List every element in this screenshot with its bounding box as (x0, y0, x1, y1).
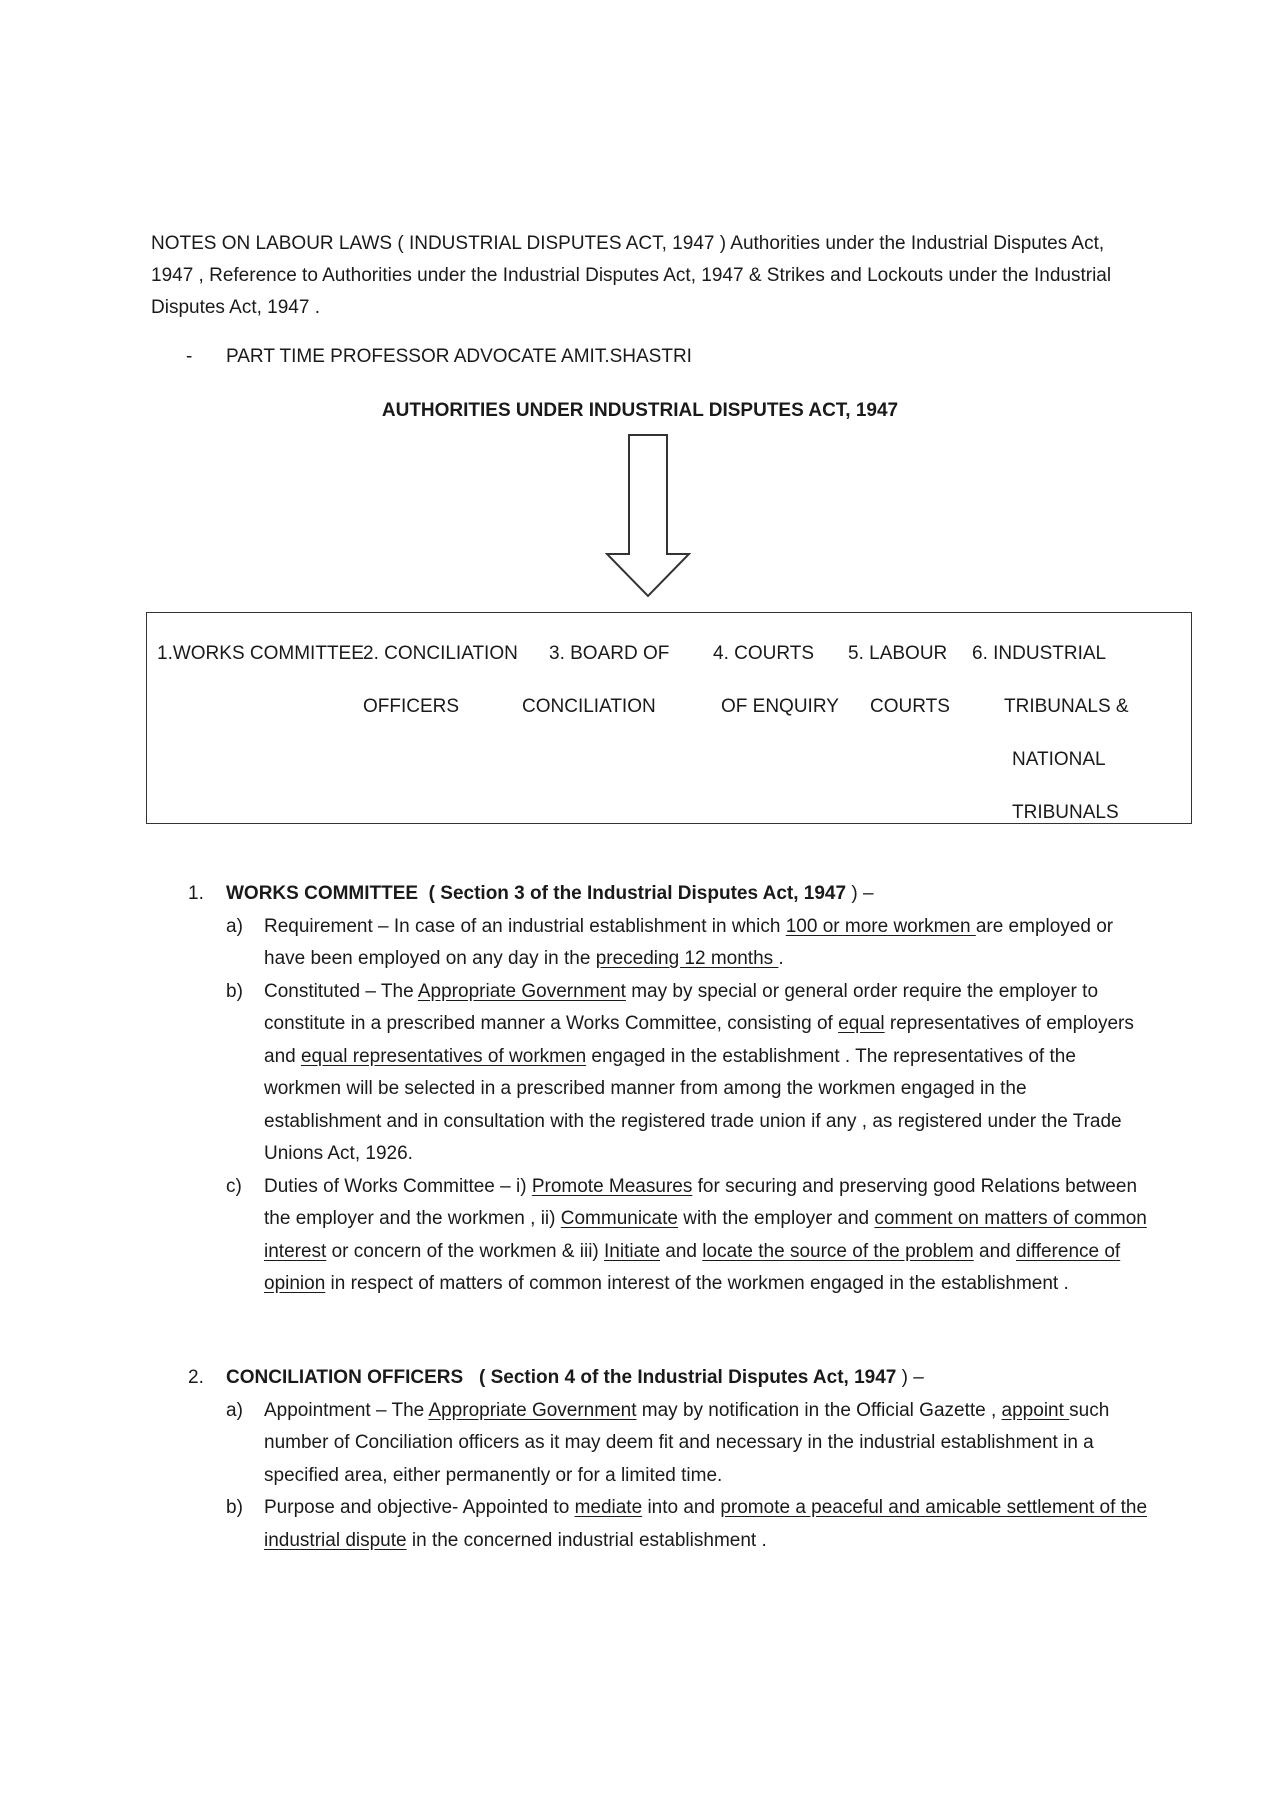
authority-labour-courts: 5. LABOUR COURTS (848, 643, 950, 717)
authorities-box (146, 612, 1192, 824)
list-item: b) Purpose and objective- Appointed to mediate into and promote a peaceful and amicable settlement of the industrial dispute in the concerned industrial establishment . (226, 1497, 1148, 1551)
intro-paragraph: NOTES ON LABOUR LAWS ( INDUSTRIAL DISPUTES ACT, 1947 ) Authorities under the Industrial Disputes Act, 1947 , Reference to Authorities under the Industrial Disputes Act, 1947 & Strikes and Lockouts under the Industrial Disputes Act, 1947 . (151, 233, 1112, 318)
list-item: a) Requirement – In case of an industrial establishment in which 100 or more workmen are employed or have been employed on any day in the preceding 12 months . (226, 915, 1114, 969)
section-conciliation-officers (188, 1362, 1148, 1557)
list-item: b) Constituted – The Appropriate Government may by special or general order require the employer to constitute in a prescribed manner a Works Committee, consisting of equal representatives of employers and equal representatives of workmen engaged in the establishment . The representatives of the workmen will be selected in a prescribed manner from among the workmen engaged in the establishment and in consultation with the registered trade union if any , as registered under the Trade Unions Act, 1926. (226, 980, 1134, 1164)
authorities-title: AUTHORITIES UNDER INDUSTRIAL DISPUTES ACT, 1947 (381, 400, 899, 421)
section-heading: 2. CONCILIATION OFFICERS ( Section 4 of the Industrial Disputes Act, 1947 ) – (188, 1367, 924, 1388)
authority-board-of-conciliation: 3. BOARD OF CONCILIATION (522, 643, 670, 717)
authority-works-committee: 1.WORKS COMMITTEE (157, 643, 364, 664)
authority-industrial-tribunals: 6. INDUSTRIAL TRIBUNALS & NATIONAL TRIBUNALS (972, 643, 1129, 823)
down-arrow-icon (605, 434, 691, 598)
list-item: a) Appointment – The Appropriate Government may by notification in the Official Gazette , appoint such number of Conciliation officers as it may deem fit and necessary in the industrial establishment in a specified area, either permanently or for a limited time. (226, 1399, 1110, 1486)
section-heading: 1. WORKS COMMITTEE ( Section 3 of the Industrial Disputes Act, 1947 ) – (188, 883, 874, 904)
byline-dash: - (186, 346, 193, 367)
authority-conciliation-officers: 2. CONCILIATION OFFICERS (363, 643, 518, 717)
author-byline (186, 346, 692, 368)
section-works-committee (188, 878, 1148, 1301)
authority-courts-of-enquiry: 4. COURTS OF ENQUIRY (713, 643, 839, 717)
byline-text: PART TIME PROFESSOR ADVOCATE AMIT.SHASTRI (226, 346, 692, 367)
list-item: c) Duties of Works Committee – i) Promote Measures for securing and preserving good Relations between the employer and the workmen , ii) Communicate with the employer and comment on matters of common interest or concern of the workmen & iii) Initiate and locate the source of the problem and difference of opinion in respect of matters of common interest of the workmen engaged in the establishment . (226, 1175, 1147, 1294)
